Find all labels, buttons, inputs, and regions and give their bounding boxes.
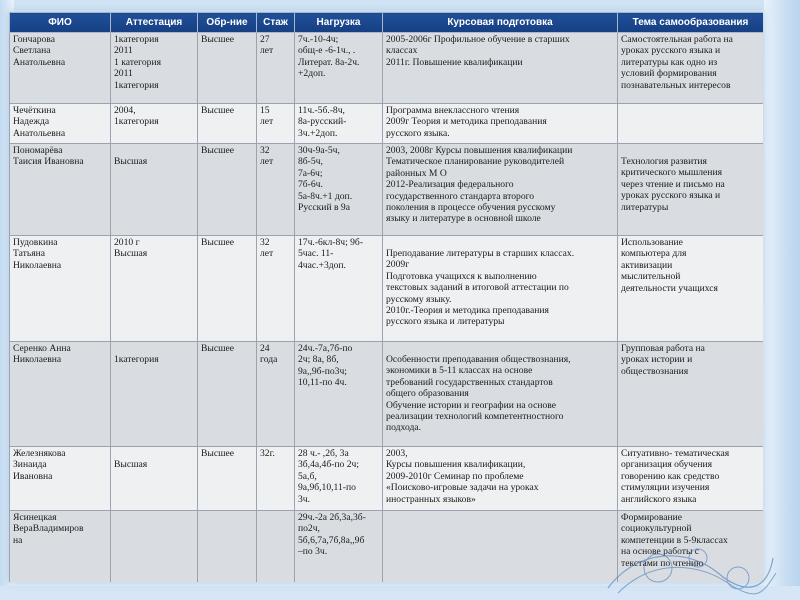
table-row xyxy=(10,342,764,447)
cell-attestation: 2004, 1категория xyxy=(111,104,198,144)
header-fio: ФИО xyxy=(10,13,111,33)
cell-experience: 24 года xyxy=(257,342,295,447)
header-courses: Курсовая подготовка xyxy=(383,13,618,33)
swirl-watermark-icon xyxy=(598,528,778,598)
teachers-table-sheet xyxy=(9,12,763,582)
cell-workload: 30ч-9а-5ч, 8б-5ч, 7а-6ч; 7б-6ч. 5а-8ч.+1 доп. Русский в 9а xyxy=(295,144,383,236)
cell-attestation: 1категория xyxy=(111,342,198,447)
teachers-table xyxy=(9,12,763,582)
header-experience: Стаж xyxy=(257,13,295,33)
cell-fio: Ясинецкая ВераВладимиров на xyxy=(10,511,111,583)
cell-attestation: 1категория 2011 1 категория 2011 1категория xyxy=(111,33,198,104)
cell-workload: 29ч.-2а 2б,3а,3б- по2ч, 5б,6,7а,7б,8а,,9б –по 3ч. xyxy=(295,511,383,583)
cell-education: Высшее xyxy=(198,342,257,447)
cell-fio: Чечёткина Надежда Анатольевна xyxy=(10,104,111,144)
cell-courses: Программа внеклассного чтения 2009г Теория и методика преподавания русского языка. xyxy=(383,104,618,144)
cell-fio: Пудовкина Татьяна Николаевна xyxy=(10,236,111,342)
cell-workload: 28 ч.- ,2б, 3а 3б,4а,4б-по 2ч; 5а,б, 9а,9б,10,11-по 3ч. xyxy=(295,447,383,511)
cell-education xyxy=(198,511,257,583)
table-row xyxy=(10,33,764,104)
table-row xyxy=(10,104,764,144)
background-top-band xyxy=(0,0,800,10)
table-row xyxy=(10,236,764,342)
cell-fio: Железнякова Зинаида Ивановна xyxy=(10,447,111,511)
table-header-row xyxy=(10,13,764,33)
cell-education: Высшее xyxy=(198,236,257,342)
cell-self-education-topic: Самостоятельная работа на уроках русского языка и литературы как одно из условий формирования познавательных интересов xyxy=(618,33,764,104)
cell-self-education-topic: Ситуативно- тематическая организация обучения говорению как средство стимуляции изучения английского языка xyxy=(618,447,764,511)
cell-fio: Серенко Анна Николаевна xyxy=(10,342,111,447)
header-attestation: Аттестация xyxy=(111,13,198,33)
cell-education: Высшее xyxy=(198,144,257,236)
cell-experience: 32 лет xyxy=(257,144,295,236)
cell-courses: Особенности преподавания обществознания, экономики в 5-11 классах на основе требований государственных стандартов общего образования Обучение истории и географии на основе реализации технологий компетентностного подхода. xyxy=(383,342,618,447)
cell-attestation: Высшая xyxy=(111,447,198,511)
cell-self-education-topic xyxy=(618,104,764,144)
cell-self-education-topic: Групповая работа на уроках истории и обществознания xyxy=(618,342,764,447)
cell-courses: 2003, Курсы повышения квалификации, 2009-2010г Семинар по проблеме «Поисково-игровые задачи на уроках иностранных языков» xyxy=(383,447,618,511)
cell-experience: 27 лет xyxy=(257,33,295,104)
cell-attestation: 2010 г Высшая xyxy=(111,236,198,342)
background-right-band xyxy=(764,0,800,600)
cell-education: Высшее xyxy=(198,33,257,104)
cell-fio: Гончарова Светлана Анатольевна xyxy=(10,33,111,104)
table-row xyxy=(10,144,764,236)
cell-courses: 2003, 2008г Курсы повышения квалификации Тематическое планирование руководителей районных М О 2012-Реализация федерального государственного стандарта второго поколения в процессе обучения русскому языку и литературе в основной школе xyxy=(383,144,618,236)
header-self-education-topic: Тема самообразования xyxy=(618,13,764,33)
header-workload: Нагрузка xyxy=(295,13,383,33)
cell-education: Высшее xyxy=(198,447,257,511)
cell-attestation: Высшая xyxy=(111,144,198,236)
cell-experience: 32г. xyxy=(257,447,295,511)
cell-self-education-topic: Использование компьютера для активизации мыслительной деятельности учащихся xyxy=(618,236,764,342)
cell-self-education-topic: Формирование социокультурной компетенции в 5-9классах на основе работы с текстами по чтению xyxy=(618,511,764,583)
cell-courses xyxy=(383,511,618,583)
cell-courses: Преподавание литературы в старших классах. 2009г Подготовка учащихся к выполнению текстовых заданий в итоговой аттестации по русскому языку. 2010г.-Теория и методика преподавания русского языка и литературы xyxy=(383,236,618,342)
cell-self-education-topic: Технология развития критического мышления через чтение и письмо на уроках русского языка и литературы xyxy=(618,144,764,236)
cell-workload: 11ч.-5б.-8ч, 8а-русский- 3ч.+2доп. xyxy=(295,104,383,144)
cell-experience xyxy=(257,511,295,583)
cell-courses: 2005-2006г Профильное обучение в старших классах 2011г. Повышение квалификации xyxy=(383,33,618,104)
cell-workload: 24ч.-7а,7б-по 2ч; 8а, 8б, 9а,,9б-по3ч; 10,11-по 4ч. xyxy=(295,342,383,447)
cell-fio: Пономарёва Таисия Ивановна xyxy=(10,144,111,236)
cell-workload: 17ч.-6кл-8ч; 9б- 5час. 11- 4час.+3доп. xyxy=(295,236,383,342)
cell-attestation xyxy=(111,511,198,583)
cell-experience: 32 лет xyxy=(257,236,295,342)
cell-workload: 7ч.-10-4ч; общ-е -6-1ч., . Литерат. 8а-2ч. +2доп. xyxy=(295,33,383,104)
cell-education: Высшее xyxy=(198,104,257,144)
header-education: Обр-ние xyxy=(198,13,257,33)
table-row xyxy=(10,447,764,511)
cell-experience: 15 лет xyxy=(257,104,295,144)
